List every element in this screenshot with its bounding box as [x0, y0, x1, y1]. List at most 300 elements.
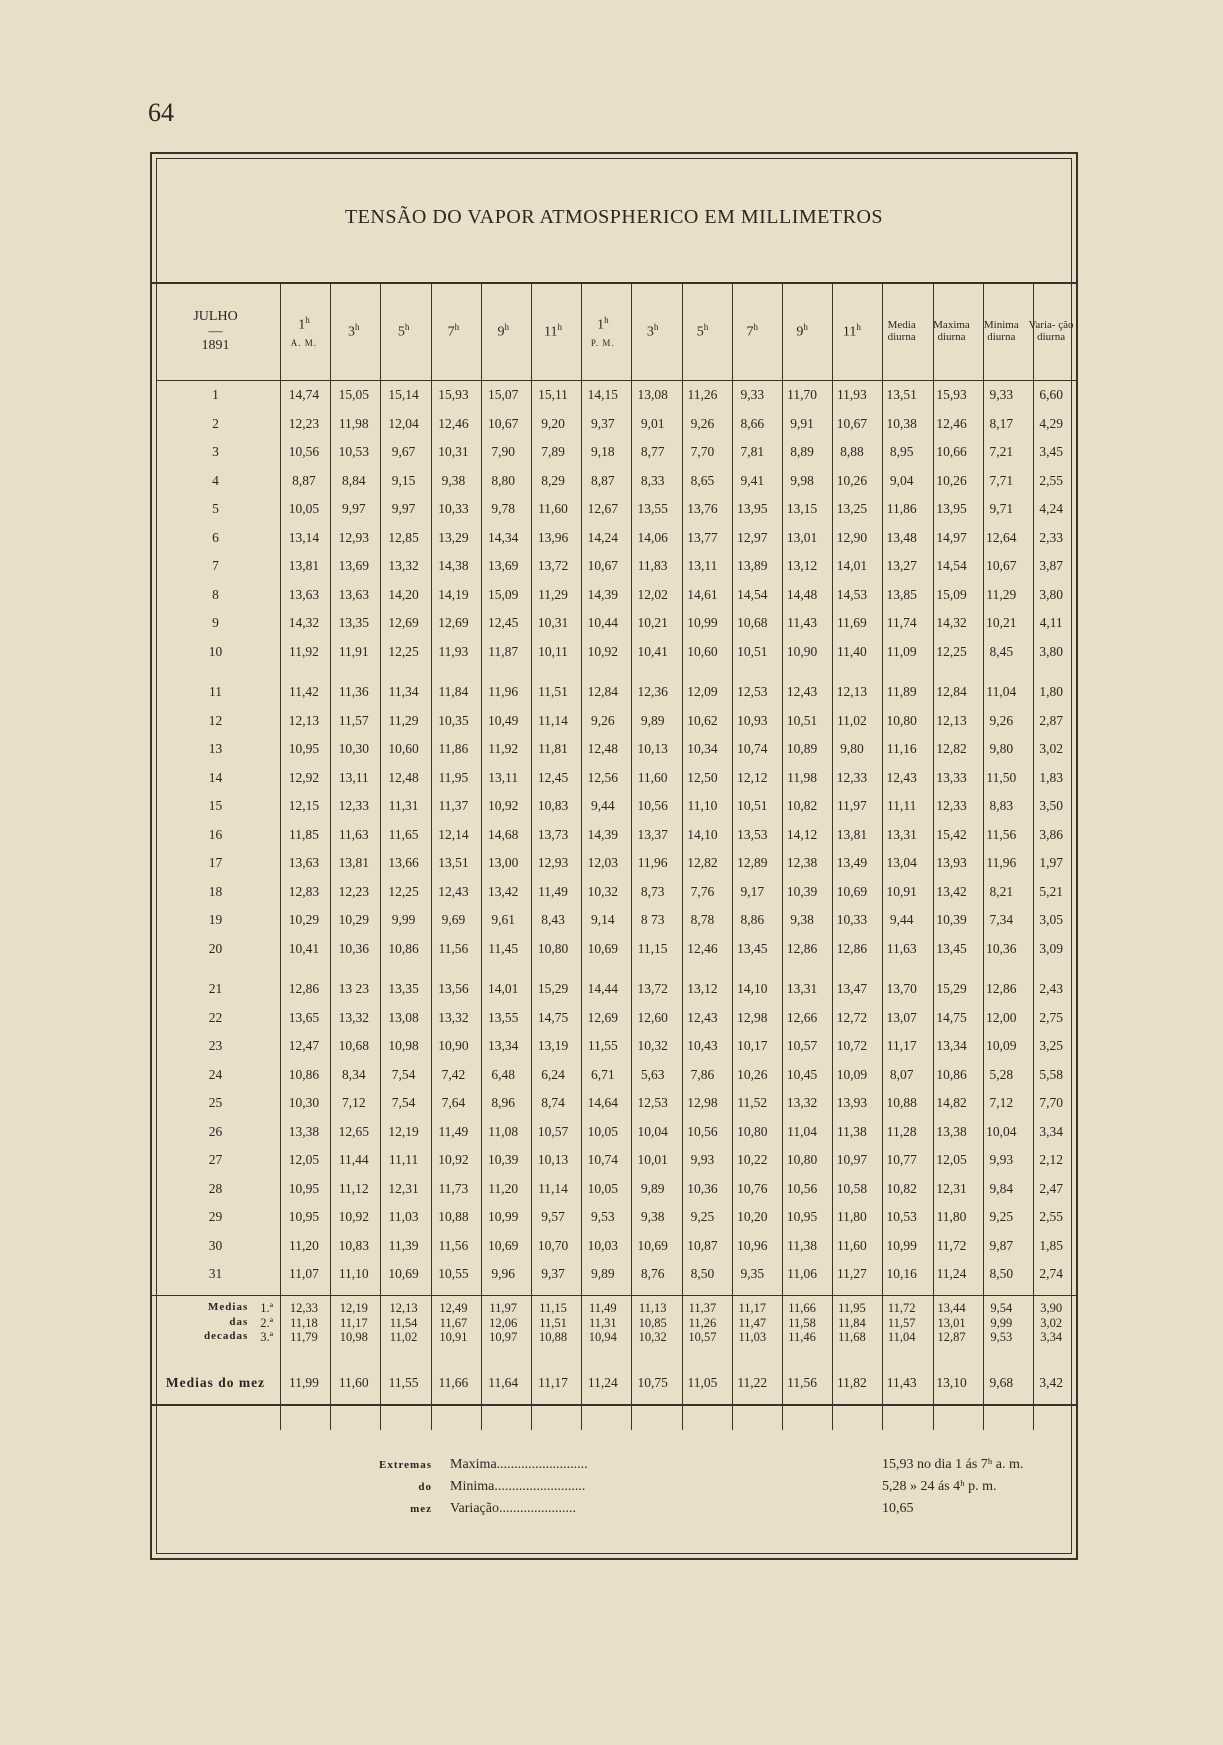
data-cell: 15,07 [488, 387, 519, 403]
data-cell: 10,26 [737, 1066, 768, 1082]
hour-number: 3 [348, 324, 355, 340]
data-cell: 10,70 [537, 1237, 569, 1253]
decade-cell: 11,37 [688, 1301, 717, 1316]
decade-cell: 11,67 [439, 1315, 468, 1330]
data-cell: 13,11 [488, 769, 519, 785]
data-cell: 13,76 [687, 501, 718, 517]
data-cell: 10,38 [886, 415, 917, 431]
month-mean-cell: 11,60 [338, 1375, 369, 1391]
data-cell: 10,74 [737, 741, 768, 757]
data-cell: 12,82 [687, 855, 718, 871]
data-cell: 13,89 [737, 558, 768, 574]
data-cell: 7,64 [441, 1095, 466, 1111]
day-number: 23 [208, 1038, 223, 1054]
data-cell: 13,38 [936, 1123, 967, 1139]
data-cell: 11,83 [637, 558, 668, 574]
data-cell: 10,39 [936, 912, 967, 928]
data-cell: 10,33 [836, 912, 868, 928]
data-cell: 5,63 [640, 1066, 665, 1082]
data-cell: 10,56 [637, 798, 668, 814]
data-cell: 11,14 [538, 1180, 568, 1196]
data-cell: 10,16 [886, 1266, 917, 1282]
hour-suffix: h [703, 322, 709, 333]
data-cell: 13,34 [488, 1038, 519, 1054]
data-cell: 14,54 [936, 558, 967, 574]
extreme-variacao-value: 10,65 [882, 1501, 914, 1516]
hour-number: 9 [497, 324, 505, 340]
day-number: 8 [212, 586, 219, 602]
table-row [152, 609, 1076, 638]
day-number: 31 [208, 1266, 223, 1282]
data-cell: 10,04 [637, 1123, 668, 1139]
data-cell: 14,48 [786, 586, 818, 602]
data-cell: 9,26 [591, 712, 615, 728]
data-cell: 11,69 [836, 615, 867, 631]
header-variacao: Varia- ção diurna [1028, 319, 1074, 343]
data-cell: 9,67 [391, 444, 416, 460]
data-cell: 10,91 [886, 883, 917, 899]
data-cell: 8,65 [690, 472, 715, 488]
data-cell: 10,53 [886, 1209, 917, 1225]
hour-suffix: h [653, 322, 659, 333]
table-row [152, 410, 1076, 439]
day-number: 20 [208, 940, 223, 956]
decade-cell: 12,06 [489, 1315, 518, 1330]
data-cell: 10,80 [537, 940, 569, 956]
decade-group-label: decadas [203, 1330, 249, 1343]
decade-cell: 10,85 [638, 1315, 667, 1330]
data-cell: 10,30 [338, 741, 369, 757]
data-cell: 13,63 [338, 586, 369, 602]
table-row [152, 552, 1076, 581]
data-cell: 13,55 [637, 501, 668, 517]
data-cell: 10,09 [836, 1066, 868, 1082]
day-number: 24 [208, 1066, 223, 1082]
data-cell: 11,63 [886, 940, 917, 956]
data-cell: 10,80 [886, 712, 917, 728]
data-cell: 10,62 [687, 712, 718, 728]
data-cell: 14,01 [836, 558, 868, 574]
decade-cell: 11,47 [738, 1315, 767, 1330]
hour-header [478, 323, 528, 340]
data-cell: 9,41 [740, 472, 765, 488]
data-cell: 10,21 [986, 615, 1017, 631]
day-number: 25 [208, 1095, 223, 1111]
month-mean-cell: 11,66 [438, 1375, 469, 1391]
decade-cell: 11,84 [838, 1315, 866, 1330]
data-cell: 13,95 [936, 501, 967, 517]
data-cell: 10,31 [438, 444, 469, 460]
data-cell: 15,14 [388, 387, 419, 403]
month-mean-cell: 13,10 [936, 1375, 967, 1391]
hour-header [329, 323, 379, 340]
decade-row [152, 1302, 1076, 1317]
decades-block [152, 1302, 1076, 1346]
data-cell: 11,60 [836, 1237, 867, 1253]
decade-cell: 3,34 [1040, 1330, 1063, 1345]
data-cell: 14,44 [587, 981, 618, 997]
decade-group-label: das [229, 1315, 249, 1328]
data-cell: 13,07 [886, 1009, 917, 1025]
table-row [152, 878, 1076, 907]
decade-label [152, 1316, 279, 1331]
data-cell: 10,56 [687, 1123, 718, 1139]
data-cell: 12,53 [637, 1095, 668, 1111]
hour-suffix: h [454, 322, 460, 333]
decade-cell: 11,26 [688, 1315, 717, 1330]
hour-number: 7 [447, 324, 455, 340]
data-cell: 9,01 [640, 415, 665, 431]
data-cell: 11,34 [388, 684, 419, 700]
data-cell: 9,26 [690, 415, 715, 431]
data-cell: 11,92 [289, 643, 319, 659]
data-cell: 11,04 [787, 1123, 817, 1139]
data-cell: 9,99 [391, 912, 416, 928]
hour-header [428, 323, 478, 340]
data-cell: 13,37 [637, 826, 668, 842]
data-cell: 11,96 [637, 855, 668, 871]
hour-header [777, 323, 827, 340]
table-row [152, 1203, 1076, 1232]
data-cell: 11,65 [388, 826, 419, 842]
data-cell: 10,26 [936, 472, 967, 488]
data-cell: 8,73 [640, 883, 665, 899]
data-cell: 12,23 [338, 883, 369, 899]
data-cell: 4,24 [1039, 501, 1063, 517]
data-cell: 12,82 [936, 741, 967, 757]
data-cell: 10,30 [288, 1095, 320, 1111]
data-cell: 11,96 [986, 855, 1017, 871]
data-cell: 7,12 [989, 1095, 1014, 1111]
data-cell: 10,49 [488, 712, 519, 728]
data-cell: 2,55 [1039, 472, 1063, 488]
data-cell: 10,21 [637, 615, 668, 631]
data-cell: 12,69 [388, 615, 419, 631]
hour-header [379, 323, 429, 340]
extremes-label: Extremas [378, 1459, 432, 1471]
header-maxima: Maxima diurna [933, 319, 970, 343]
data-cell: 8,76 [640, 1266, 665, 1282]
data-cell: 10,20 [737, 1209, 768, 1225]
data-cell: 8,88 [840, 444, 864, 460]
data-cell: 11,42 [289, 684, 319, 700]
data-cell: 11,14 [538, 712, 568, 728]
data-cell: 12,69 [438, 615, 469, 631]
data-cell: 15,11 [538, 387, 568, 403]
data-cell: 3,80 [1039, 643, 1063, 659]
data-cell: 10,26 [836, 472, 868, 488]
month-mean-cell: 11,17 [538, 1375, 568, 1391]
data-cell: 10,56 [288, 444, 320, 460]
table-row [152, 381, 1076, 410]
day-number: 3 [212, 444, 219, 460]
data-cell: 7,54 [391, 1066, 416, 1082]
data-cell: 12,93 [537, 855, 569, 871]
day-number: 27 [208, 1152, 223, 1168]
data-cell: 10,32 [587, 883, 618, 899]
table-title: TENSÃO DO VAPOR ATMOSPHERICO EM MILLIMETROS [344, 206, 884, 228]
data-cell: 9,38 [790, 912, 814, 928]
data-cell: 10,95 [288, 741, 320, 757]
data-cell: 14,19 [438, 586, 469, 602]
header-rule [156, 380, 1076, 381]
data-cell: 13,48 [886, 529, 917, 545]
data-cell: 12,69 [587, 1009, 618, 1025]
data-cell: 11,43 [787, 615, 817, 631]
hour-suffix: h [604, 314, 609, 325]
data-cell: 12,98 [687, 1095, 718, 1111]
data-cell: 13,27 [886, 558, 917, 574]
hour-header [528, 323, 578, 340]
data-cell: 10,13 [637, 741, 668, 757]
data-cell: 12,97 [737, 529, 768, 545]
data-cell: 10,67 [986, 558, 1017, 574]
data-cell: 1,97 [1039, 855, 1063, 871]
data-cell: 10,34 [687, 741, 718, 757]
data-cell: 7,86 [690, 1066, 715, 1082]
data-cell: 11,89 [886, 684, 917, 700]
data-cell: 10,86 [388, 940, 419, 956]
data-cell: 7,76 [690, 883, 715, 899]
data-cell: 10,57 [537, 1123, 569, 1139]
data-cell: 10,67 [488, 415, 519, 431]
data-cell: 11,29 [538, 586, 568, 602]
data-cell: 11,60 [538, 501, 568, 517]
day-number: 26 [208, 1123, 223, 1139]
data-cell: 8,84 [341, 472, 366, 488]
decade-cell: 10,98 [339, 1330, 368, 1345]
data-cell: 12,46 [936, 415, 967, 431]
data-cell: 12,67 [587, 501, 618, 517]
data-cell: 3,09 [1039, 940, 1063, 956]
data-cell: 10,60 [388, 741, 419, 757]
data-cell: 11,12 [338, 1180, 369, 1196]
data-cell: 10,05 [587, 1123, 618, 1139]
data-cell: 13,65 [288, 1009, 320, 1025]
data-cell: 5,28 [989, 1066, 1014, 1082]
data-cell: 10,29 [338, 912, 369, 928]
decade-cell: 3,02 [1040, 1315, 1063, 1330]
data-cell: 12,25 [936, 643, 967, 659]
decade-cell: 11,15 [539, 1301, 567, 1316]
data-cell: 13,69 [488, 558, 519, 574]
data-cell: 3,80 [1039, 586, 1063, 602]
decade-label [152, 1330, 279, 1345]
month-mean-cell: 11,56 [787, 1375, 817, 1391]
data-cell: 9,33 [740, 387, 765, 403]
data-cell: 3,86 [1039, 826, 1063, 842]
data-cell: 15,09 [488, 586, 519, 602]
hour-suffix: h [557, 322, 562, 333]
data-cell: 11,87 [488, 643, 519, 659]
data-cell: 9,20 [541, 415, 565, 431]
table-row [152, 735, 1076, 764]
data-cell: 13,01 [786, 529, 818, 545]
data-cell: 12,46 [438, 415, 469, 431]
table-row [152, 1061, 1076, 1090]
data-cell: 13,66 [388, 855, 419, 871]
month-mean-cell: 3,42 [1039, 1375, 1063, 1391]
table-row [152, 1175, 1076, 1204]
data-cell: 11,96 [488, 684, 519, 700]
data-cell: 8,78 [690, 912, 715, 928]
data-cell: 10,92 [338, 1209, 369, 1225]
data-cell: 12,64 [986, 529, 1017, 545]
data-cell: 10,60 [687, 643, 718, 659]
data-cell: 14,74 [288, 387, 320, 403]
data-cell: 12,15 [288, 798, 320, 814]
extremes-label-3: mez [410, 1503, 432, 1515]
data-cell: 12,25 [388, 883, 419, 899]
data-cell: 10,90 [438, 1038, 469, 1054]
data-cell: 14,38 [438, 558, 469, 574]
data-cell: 11,74 [886, 615, 917, 631]
table-row [152, 638, 1076, 667]
data-cell: 12,43 [438, 883, 469, 899]
data-cell: 13,12 [687, 981, 718, 997]
data-cell: 12,86 [786, 940, 818, 956]
data-cell: 12,48 [587, 741, 618, 757]
data-cell: 1,85 [1039, 1237, 1063, 1253]
decade-cell: 11,18 [290, 1315, 318, 1330]
table-row [152, 1232, 1076, 1261]
data-cell: 15,29 [537, 981, 569, 997]
data-cell: 10,83 [338, 1237, 369, 1253]
data-cell: 14,20 [388, 586, 419, 602]
data-cell: 10,36 [986, 940, 1017, 956]
decade-cell: 11,97 [489, 1301, 518, 1316]
table-row [152, 906, 1076, 935]
hour-suffix: h [305, 314, 310, 325]
data-cell: 10,13 [537, 1152, 569, 1168]
data-cell: 11,38 [836, 1123, 867, 1139]
data-cell: 13,25 [836, 501, 868, 517]
hour-number: 1 [298, 317, 306, 333]
table-row [152, 467, 1076, 496]
data-cell: 7,89 [541, 444, 565, 460]
data-cell: 13,32 [438, 1009, 469, 1025]
data-cell: 3,25 [1039, 1038, 1063, 1054]
data-cell: 14,53 [836, 586, 868, 602]
month-mean-cell: 11,43 [886, 1375, 917, 1391]
data-cell: 13,31 [786, 981, 818, 997]
table-row [152, 849, 1076, 878]
data-cell: 10,22 [737, 1152, 768, 1168]
data-cell: 8,96 [491, 1095, 515, 1111]
month-label: JULHO [193, 308, 238, 324]
data-cell: 3,50 [1039, 798, 1063, 814]
data-cell: 8,07 [889, 1066, 914, 1082]
data-cell: 10,80 [737, 1123, 768, 1139]
data-cell: 10,03 [587, 1237, 618, 1253]
data-cell: 14,06 [637, 529, 668, 545]
data-cell: 10,99 [687, 615, 718, 631]
data-cell: 10,99 [886, 1237, 917, 1253]
decade-cell: 12,49 [439, 1301, 468, 1316]
hour-suffix: h [404, 322, 410, 333]
data-cell: 12,45 [488, 615, 519, 631]
data-cell: 12,00 [986, 1009, 1017, 1025]
data-cell: 10,87 [687, 1237, 718, 1253]
header-row [152, 284, 1076, 380]
data-cell: 7,34 [989, 912, 1014, 928]
data-cell: 10,56 [786, 1180, 818, 1196]
data-cell: 15,05 [338, 387, 369, 403]
data-cell: 12,02 [637, 586, 668, 602]
data-cell: 11,11 [388, 1152, 419, 1168]
data-cell: 10,76 [737, 1180, 768, 1196]
data-cell: 11,97 [836, 798, 867, 814]
data-cell: 14,10 [737, 981, 768, 997]
data-cell: 7,54 [391, 1095, 416, 1111]
month-dash: — [208, 323, 223, 339]
data-cell: 8,66 [740, 415, 765, 431]
data-cell: 13,38 [288, 1123, 320, 1139]
data-cell: 11,20 [289, 1237, 319, 1253]
data-cell: 13,56 [438, 981, 469, 997]
pm-label: P. M. [590, 337, 615, 348]
data-cell: 11,52 [737, 1095, 768, 1111]
data-cell: 12,05 [288, 1152, 320, 1168]
data-cell: 13,77 [687, 529, 718, 545]
data-cell: 9,89 [640, 712, 665, 728]
data-cell: 10,09 [986, 1038, 1017, 1054]
data-cell: 10,69 [488, 1237, 519, 1253]
data-cell: 9,89 [591, 1266, 615, 1282]
data-cell: 11,56 [986, 826, 1017, 842]
data-cell: 9,91 [790, 415, 814, 431]
data-cell: 6,60 [1039, 387, 1063, 403]
data-cell: 2,47 [1039, 1180, 1063, 1196]
month-mean-cell: 11,22 [737, 1375, 768, 1391]
data-cell: 2,87 [1039, 712, 1063, 728]
decade-cell: 11,02 [389, 1330, 418, 1345]
table-row [152, 438, 1076, 467]
hour-header [678, 323, 728, 340]
hour-suffix: h [504, 322, 509, 333]
data-cell: 14,32 [288, 615, 320, 631]
data-cell: 9,93 [690, 1152, 715, 1168]
table-frame [150, 152, 1078, 1560]
decade-cell: 11,04 [887, 1330, 916, 1345]
data-cell: 10,86 [936, 1066, 967, 1082]
decade-cell: 10,32 [638, 1330, 667, 1345]
data-cell: 11,55 [587, 1038, 618, 1054]
data-cell: 11,49 [538, 883, 568, 899]
data-cell: 15,93 [936, 387, 967, 403]
data-cell: 11,16 [886, 741, 917, 757]
year-label: 1891 [201, 338, 230, 354]
data-cell: 7,70 [690, 444, 715, 460]
data-cell: 13,45 [936, 940, 967, 956]
data-cell: 10,31 [537, 615, 569, 631]
table-row [152, 707, 1076, 736]
decade-cell: 10,88 [538, 1330, 568, 1345]
data-cell: 11,56 [438, 1237, 469, 1253]
data-cell: 11,39 [388, 1237, 419, 1253]
data-cell: 12,31 [936, 1180, 967, 1196]
data-cell: 10,44 [587, 615, 618, 631]
data-cell: 10,05 [288, 501, 320, 517]
hour-number: 11 [544, 324, 558, 340]
data-cell: 12,56 [587, 769, 618, 785]
data-cell: 13,12 [786, 558, 818, 574]
data-cell: 10,68 [737, 615, 768, 631]
data-cell: 11,80 [936, 1209, 967, 1225]
data-cell: 13,81 [836, 826, 868, 842]
data-cell: 9,80 [840, 741, 864, 757]
data-cell: 13,29 [438, 529, 469, 545]
